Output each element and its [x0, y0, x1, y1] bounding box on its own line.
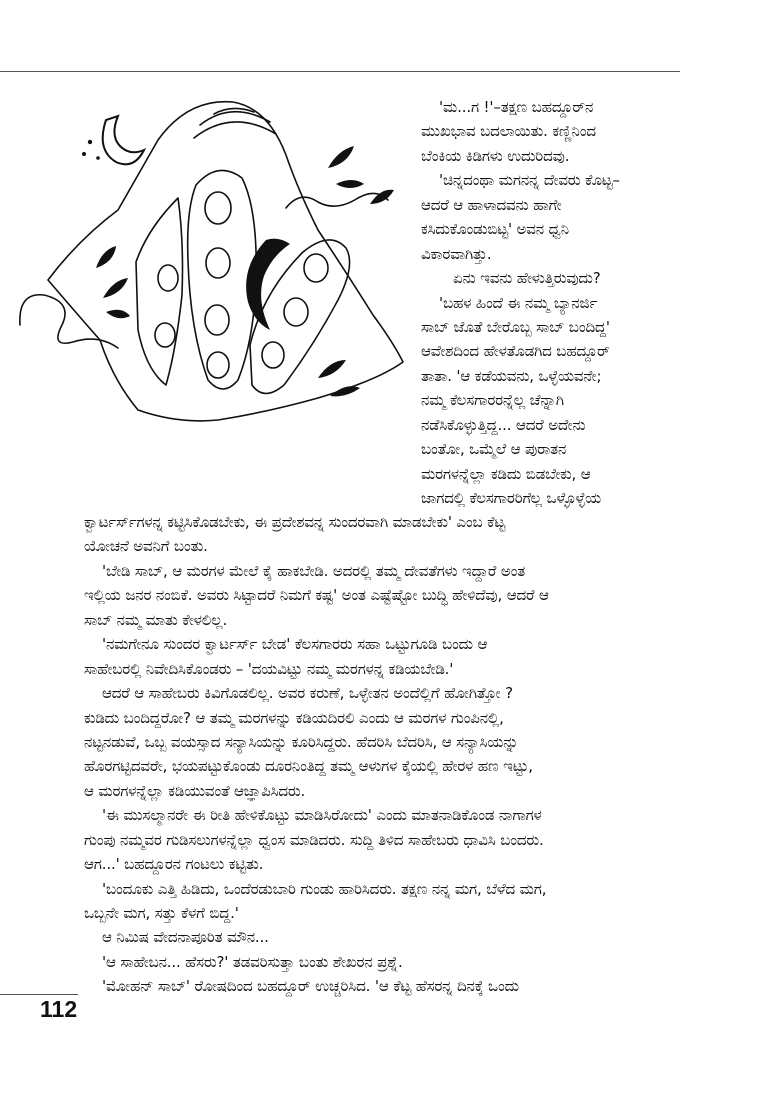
page-number: 112	[40, 996, 78, 1022]
text-line: 'ಬಂದೂಕು ಎತ್ತಿ ಹಿಡಿದು, ಒಂದೆರಡುಬಾರಿ ಗುಂಡು ಹಾರಿಸಿದರು. ತಕ್ಷಣ ನನ್ನ ಮಗ, ಬೆಳೆದ ಮಗ,	[102, 879, 547, 898]
text-line: ಆವೇಶದಿಂದ ಹೇಳತೊಡಗಿದ ಬಹದ್ದೂರ್	[421, 342, 610, 361]
text-line: 'ಬಹಳ ಹಿಂದೆ ಈ ನಮ್ಮ ಬ್ಯಾನರ್ಜಿ	[439, 293, 598, 312]
text-line: ನಮ್ಮ ಕೆಲಸಗಾರರನ್ನೆಲ್ಲ ಚೆನ್ನಾಗಿ	[421, 391, 564, 410]
right-column-text	[421, 95, 683, 510]
text-line: 'ಆ ಸಾಹೇಬನ... ಹೆಸರು?' ತಡವರಿಸುತ್ತಾ ಬಂತು ಶೇಖರನ ಪ್ರಶ್ನೆ.	[102, 952, 403, 971]
text-line: ಸಾಬ್ ಜೊತೆ ಬೇರೊಬ್ಬ ಸಾಬ್ ಬಂದಿದ್ದ'	[421, 317, 610, 336]
text-line: ಆಗ...' ಬಹದ್ದೂರನ ಗಂಟಲು ಕಟ್ಟಿತು.	[84, 855, 264, 874]
text-line: ಒಬ್ಬನೇ ಮಗ, ಸತ್ತು ಕೆಳಗೆ ಬಿದ್ದ.'	[84, 904, 239, 922]
text-line: ಬಂತೋ, ಒಮ್ಮೆಲೆ ಆ ಪುರಾತನ	[421, 440, 567, 459]
text-line: 'ನಮಗೇನೂ ಸುಂದರ ಕ್ವಾರ್ಟರ್ಸ್ ಬೇಡ' ಕೆಲಸಗಾರರು ಸಹಾ ಒಟ್ಟುಗೂಡಿ ಬಂದು ಆ	[102, 635, 488, 654]
top-rule	[0, 71, 680, 72]
text-line: ಗುಂಪು ನಮ್ಮವರ ಗುಡಿಸಲುಗಳನ್ನೆಲ್ಲಾ ಧ್ವಂಸ ಮಾಡಿದರು. ಸುದ್ದಿ ತಿಳಿದ ಸಾಹೇಬರು ಧಾವಿಸಿ ಬಂದರು.	[84, 830, 544, 849]
text-line: ಆ ನಿಮಿಷ ವೇದನಾಪೂರಿತ ಮೌನ...	[102, 928, 269, 947]
text-line: ಆದರೆ ಆ ಸಾಹೇಬರು ಕಿವಿಗೊಡಲಿಲ್ಲ. ಅವರ ಕರುಣೆ, ಒಳ್ಳೇತನ ಅಂದೆಲ್ಲಿಗೆ ಹೋಗಿತ್ತೋ ?	[102, 684, 513, 703]
text-line: 'ಮೋಹನ್ ಸಾಬ್' ರೋಷದಿಂದ ಬಹದ್ದೂರ್ ಉಚ್ಚರಿಸಿದ. 'ಆ ಕೆಟ್ಟ ಹೆಸರನ್ನ ದಿನಕ್ಕೆ ಒಂದು	[102, 977, 519, 996]
hill-and-moons-illustration	[18, 80, 413, 425]
text-line: ಜಾಗದಲ್ಲಿ ಕೆಲಸಗಾರರಿಗೆಲ್ಲ ಒಳ್ಳೊಳ್ಳೆಯ	[421, 489, 602, 507]
text-line: 'ಮ...ಗ !'–ತಕ್ಷಣ ಬಹದ್ದೂರ್‌ನ	[439, 98, 594, 116]
text-line: ಮರಗಳನ್ನೆಲ್ಲಾ ಕಡಿದು ಬಿಡಬೇಕು, ಆ	[421, 464, 591, 483]
text-line: 'ಚಿನ್ನದಂಥಾ ಮಗನನ್ನ ದೇವರು ಕೊಟ್ಟ–	[439, 171, 620, 190]
text-line: ನಟ್ಟನಡುವೆ, ಒಬ್ಬ ವಯಸ್ಸಾದ ಸನ್ಯಾಸಿಯನ್ನು ಕೂರಿಸಿದ್ದರು. ಹೆದರಿಸಿ ಬೆದರಿಸಿ, ಆ ಸನ್ಯಾಸಿಯನ್ನು	[84, 732, 519, 751]
text-line: ಏನು ಇವನು ಹೇಳುತ್ತಿರುವುದು?	[453, 269, 601, 288]
text-line: ಸಾಬ್ ನಮ್ಮ ಮಾತು ಕೇಳಲಿಲ್ಲ.	[84, 610, 228, 629]
text-line: ವಿಕಾರವಾಗಿತ್ತು.	[421, 244, 492, 263]
text-line: 'ಈ ಮುಸಲ್ಮಾನರೇ ಈ ರೀತಿ ಹೇಳಿಕೊಟ್ಟು ಮಾಡಿಸಿರೋದು' ಎಂದು ಮಾತನಾಡಿಕೊಂಡ ನಾಗಾಗಳ	[102, 806, 542, 825]
text-line: ಕುಡಿದು ಬಂದಿದ್ದರೋ? ಆ ತಮ್ಮ ಮರಗಳನ್ನು ಕಡಿಯದಿರಲಿ ಎಂದು ಆ ಮರಗಳ ಗುಂಪಿನಲ್ಲಿ,	[84, 708, 504, 727]
bottom-rule	[0, 994, 78, 995]
text-line: ಬೆಂಕಿಯ ಕಿಡಿಗಳು ಉದುರಿದವು.	[421, 146, 570, 165]
text-line: ಯೋಚನೆ ಅವನಿಗೆ ಬಂತು.	[84, 537, 208, 556]
text-line: ಮುಖಭಾವ ಬದಲಾಯಿತು. ಕಣ್ಣಿನಿಂದ	[421, 122, 596, 141]
text-line: ತಾತಾ. 'ಆ ಕಡೆಯವನು, ಒಳ್ಳೆಯವನೇ;	[421, 366, 602, 385]
text-line: ಹೊರಗಟ್ಟಿದವರೇ, ಭಯಪಟ್ಟುಕೊಂಡು ದೂರನಿಂತಿದ್ದ ತಮ್ಮ ಆಳುಗಳ ಕೈಯಲ್ಲಿ ಹೇರಳ ಹಣ ಇಟ್ಟು,	[84, 757, 533, 776]
full-width-text	[84, 510, 684, 999]
text-line: ಕಸಿದುಕೊಂಡುಬಿಟ್ಟ' ಅವನ ಧ್ವನಿ	[421, 220, 570, 239]
text-line: ನಡೆಸಿಕೊಳ್ಳುತ್ತಿದ್ದ... ಆದರೆ ಅದೇನು	[421, 415, 586, 434]
text-line: ಸಾಹೇಬರಲ್ಲಿ ನಿವೇದಿಸಿಕೊಂಡರು – 'ದಯವಿಟ್ಟು ನಮ್ಮ ಮರಗಳನ್ನ ಕಡಿಯಬೇಡಿ.'	[84, 659, 454, 678]
text-line: ಆ ಮರಗಳನ್ನೆಲ್ಲಾ ಕಡಿಯುವಂತೆ ಆಜ್ಞಾಪಿಸಿದರು.	[84, 781, 306, 800]
text-line: ಆದರೆ ಆ ಹಾಳಾದವನು ಹಾಗೇ	[421, 195, 562, 214]
text-line: 'ಬೇಡಿ ಸಾಬ್, ಆ ಮರಗಳ ಮೇಲೆ ಕೈ ಹಾಕಬೇಡಿ. ಅದರಲ್ಲಿ ತಮ್ಮ ದೇವತೆಗಳು ಇದ್ದಾರೆ ಅಂತ	[102, 561, 526, 580]
text-line: ಇಲ್ಲಿಯ ಜನರ ನಂಬಿಕೆ. ಅವರು ಸಿಟ್ಟಾದರೆ ನಿಮಗೆ ಕಷ್ಟ' ಅಂತ ಎಷ್ಟೆಷ್ಟೋ ಬುದ್ಧಿ ಹೇಳಿದೆವು, ಆದರೆ ಆ	[84, 586, 549, 605]
text-line: ಕ್ವಾರ್ಟರ್ಸ್‌ಗಳನ್ನ ಕಟ್ಟಿಸಿಕೊಡಬೇಕು, ಈ ಪ್ರದೇಶವನ್ನ ಸುಂದರವಾಗಿ ಮಾಡಬೇಕು' ಎಂಬ ಕೆಟ್ಟ	[84, 513, 506, 531]
